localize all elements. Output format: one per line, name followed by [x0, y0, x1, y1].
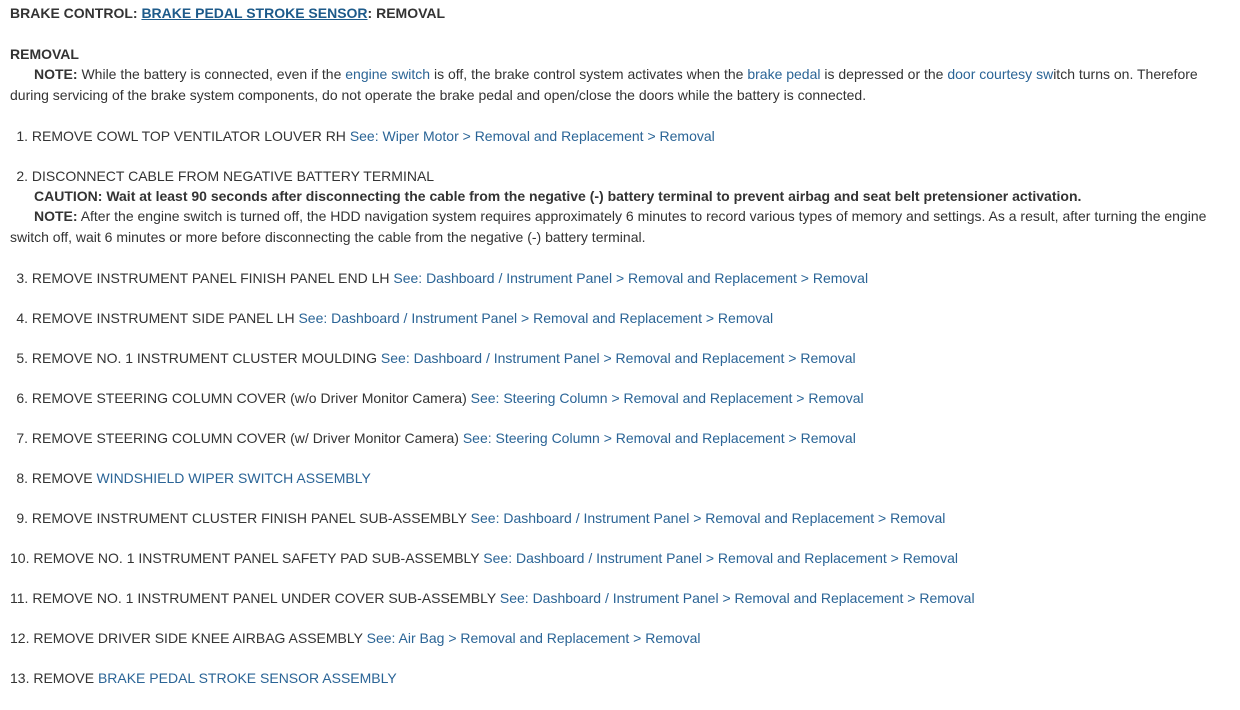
list-item	[10, 668, 397, 688]
step-number: 5.	[16, 350, 28, 366]
step-text: REMOVE NO. 1 INSTRUMENT CLUSTER MOULDING	[31, 350, 378, 366]
step-text: REMOVE DRIVER SIDE KNEE AIRBAG ASSEMBLY	[33, 630, 363, 646]
step-link[interactable]: See: Dashboard / Instrument Panel > Removal and Replacement > Removal	[483, 550, 958, 566]
step-link[interactable]: See: Air Bag > Removal and Replacement > Removal	[366, 630, 701, 646]
step-number: 8.	[16, 470, 28, 486]
step-link[interactable]: See: Dashboard / Instrument Panel > Removal and Replacement > Removal	[380, 350, 856, 366]
note-label: NOTE:	[34, 66, 78, 82]
step-text: REMOVE COWL TOP VENTILATOR LOUVER RH	[31, 128, 346, 144]
list-item	[10, 126, 715, 146]
removal-note	[10, 64, 1230, 106]
list-item	[10, 268, 868, 288]
step-text: REMOVE STEERING COLUMN COVER (w/ Driver Monitor Camera)	[31, 430, 459, 446]
step-number: 2.	[16, 168, 28, 184]
title-suffix: : REMOVAL	[367, 5, 446, 21]
step-text: REMOVE INSTRUMENT CLUSTER FINISH PANEL SUB-ASSEMBLY	[31, 510, 467, 526]
step-number: 9.	[16, 510, 28, 526]
note-label: NOTE:	[34, 208, 78, 224]
list-item	[10, 388, 864, 408]
step2-note	[10, 206, 1230, 248]
list-item	[10, 428, 856, 448]
step-link[interactable]: See: Dashboard / Instrument Panel > Removal and Replacement > Removal	[298, 310, 774, 326]
step-link[interactable]: See: Steering Column > Removal and Replacement > Removal	[462, 430, 856, 446]
note-text-2: is off, the brake control system activates when the	[430, 66, 748, 82]
step-link[interactable]: See: Dashboard / Instrument Panel > Removal and Replacement > Removal	[393, 270, 869, 286]
step-text: DISCONNECT CABLE FROM NEGATIVE BATTERY TERMINAL	[31, 168, 435, 184]
step-number: 3.	[16, 270, 28, 286]
step-number: 10.	[10, 550, 30, 566]
caution-text	[10, 186, 1081, 206]
step-text: REMOVE NO. 1 INSTRUMENT PANEL UNDER COVER SUB-ASSEMBLY	[32, 590, 496, 606]
step-text: REMOVE INSTRUMENT PANEL FINISH PANEL END LH	[31, 270, 390, 286]
step-link[interactable]: BRAKE PEDAL STROKE SENSOR ASSEMBLY	[97, 670, 397, 686]
step-number: 6.	[16, 390, 28, 406]
title-link[interactable]: BRAKE PEDAL STROKE SENSOR	[141, 5, 368, 21]
list-item	[10, 468, 371, 488]
step-link[interactable]: See: Dashboard / Instrument Panel > Removal and Replacement > Removal	[499, 590, 975, 606]
step-number: 13.	[10, 670, 30, 686]
step-link[interactable]: See: Steering Column > Removal and Replacement > Removal	[470, 390, 864, 406]
step-number: 11.	[10, 590, 29, 606]
step-text: REMOVE	[33, 670, 95, 686]
page-title	[10, 5, 445, 21]
step-number: 4.	[16, 310, 28, 326]
brake-pedal-link[interactable]: brake pedal	[747, 66, 821, 82]
step-link[interactable]: WINDSHIELD WIPER SWITCH ASSEMBLY	[96, 470, 371, 486]
list-item	[10, 628, 700, 648]
note-text-1: While the battery is connected, even if the	[81, 66, 346, 82]
step-number: 1.	[16, 128, 28, 144]
step-link[interactable]: See: Wiper Motor > Removal and Replacement > Removal	[349, 128, 715, 144]
note-text-3: is depressed or the	[820, 66, 948, 82]
engine-switch-link[interactable]: engine switch	[345, 66, 431, 82]
section-heading: REMOVAL	[10, 46, 79, 62]
list-item	[10, 548, 958, 568]
door-courtesy-switch-link[interactable]: door courtesy sw	[947, 66, 1054, 82]
title-prefix: BRAKE CONTROL:	[10, 5, 142, 21]
note-text: After the engine switch is turned off, the HDD navigation system requires approximately 6 minutes to record various types of memory and settings. As a result, after turning the engine switch off, wait 6 minutes or more before disconnecting the cable from the negative (-) battery terminal.	[10, 208, 1207, 245]
list-item	[10, 508, 945, 528]
step-text: REMOVE STEERING COLUMN COVER (w/o Driver Monitor Camera)	[31, 390, 467, 406]
step-text: REMOVE INSTRUMENT SIDE PANEL LH	[31, 310, 295, 326]
list-item	[10, 348, 856, 368]
list-item	[10, 588, 975, 608]
step-text: REMOVE	[31, 470, 93, 486]
step-number: 7.	[16, 430, 28, 446]
list-item	[10, 308, 773, 328]
caution-content: CAUTION: Wait at least 90 seconds after disconnecting the cable from the negative (-) battery terminal to prevent airbag and seat belt pretensioner activation.	[34, 188, 1082, 204]
step-link[interactable]: See: Dashboard / Instrument Panel > Removal and Replacement > Removal	[470, 510, 946, 526]
list-item	[10, 166, 434, 186]
step-number: 12.	[10, 630, 30, 646]
note-text-4: itch turns on. Therefore during servicing of the brake system components, do not operate the brake pedal and open/close the doors while the battery is connected.	[10, 66, 1198, 103]
step-text: REMOVE NO. 1 INSTRUMENT PANEL SAFETY PAD SUB-ASSEMBLY	[33, 550, 480, 566]
